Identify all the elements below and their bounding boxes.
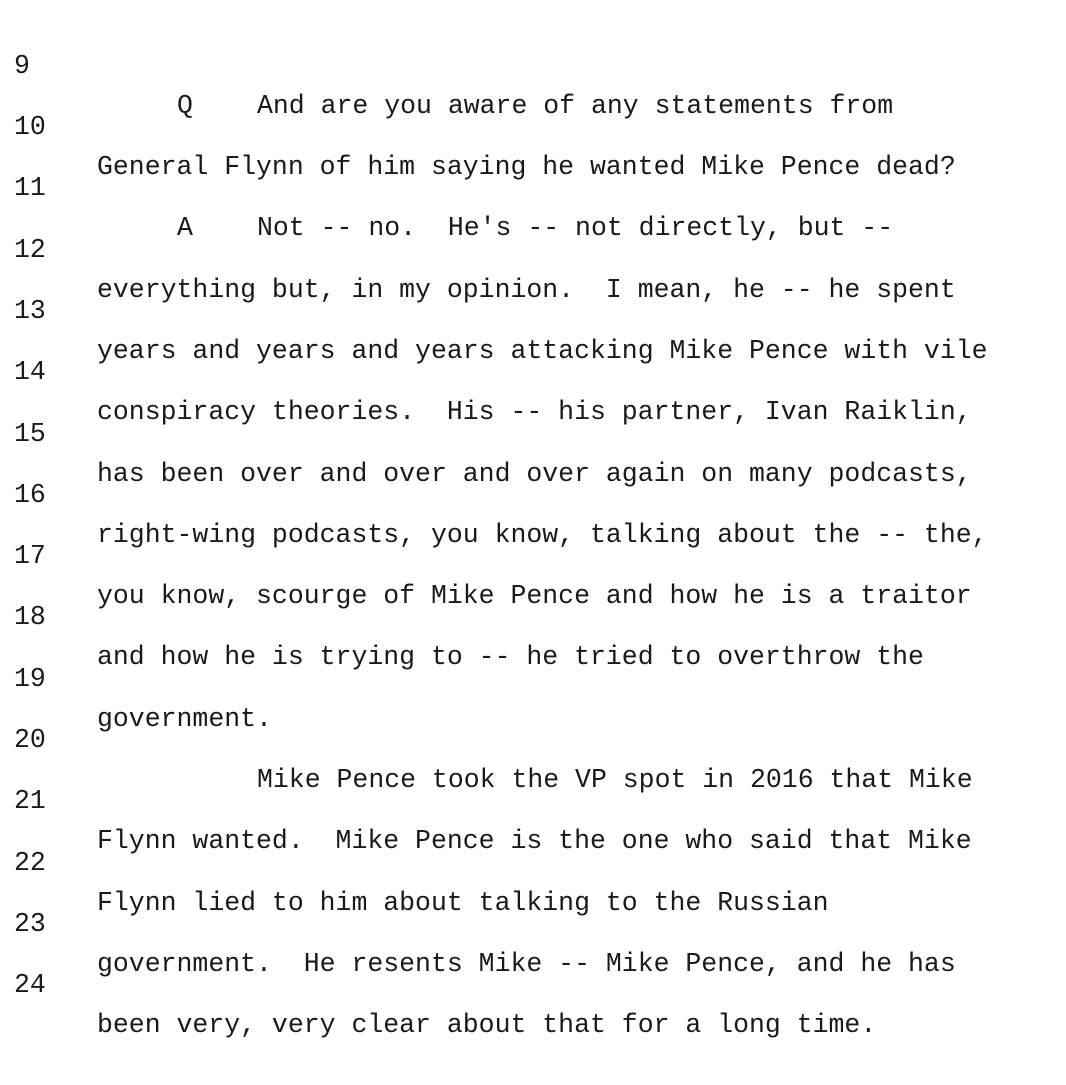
transcript-line <box>0 312 1066 427</box>
line-content: government. <box>97 704 272 734</box>
line-content: Mike Pence took the VP spot in 2016 that Mike <box>257 765 973 795</box>
line-number: 20 <box>14 725 46 755</box>
line-number: 19 <box>14 664 46 694</box>
line-content: right-wing podcasts, you know, talking about the -- the, <box>97 520 988 550</box>
transcript-line <box>0 680 1066 795</box>
line-number: 11 <box>14 173 46 203</box>
line-number: 15 <box>14 419 46 449</box>
line-number: 22 <box>14 848 46 878</box>
transcript-line <box>0 374 1066 489</box>
transcript-line <box>0 803 1066 918</box>
line-number: 23 <box>14 909 46 939</box>
line-content: Not -- no. He's -- not directly, but -- <box>257 213 894 243</box>
transcript-line <box>0 190 1066 305</box>
transcript-line <box>0 619 1066 734</box>
line-number: 14 <box>14 357 46 387</box>
line-content: Flynn lied to him about talking to the Russian <box>97 888 829 918</box>
line-content: has been over and over and over again on many podcasts, <box>97 459 972 489</box>
line-number: 9 <box>14 51 30 81</box>
line-number: 17 <box>14 541 46 571</box>
transcript-line <box>0 6 1066 121</box>
line-content: Flynn wanted. Mike Pence is the one who said that Mike <box>97 826 972 856</box>
speaker-label: Q <box>177 91 193 121</box>
transcript-line <box>0 557 1066 672</box>
line-content: you know, scourge of Mike Pence and how he is a traitor <box>97 581 972 611</box>
line-number: 24 <box>14 970 46 1000</box>
line-content: been very, very clear about that for a long time. <box>97 1010 877 1040</box>
transcript-line <box>0 435 1066 550</box>
transcript-line <box>0 741 1066 856</box>
line-content: everything but, in my opinion. I mean, he -- he spent <box>97 275 956 305</box>
transcript-line <box>0 496 1066 611</box>
speaker-label: A <box>177 213 193 243</box>
line-content: And are you aware of any statements from <box>257 91 894 121</box>
line-content: years and years and years attacking Mike Pence with vile <box>97 336 988 366</box>
line-content: government. He resents Mike -- Mike Pence, and he has <box>97 949 956 979</box>
transcript-line <box>0 251 1066 366</box>
line-number: 18 <box>14 602 46 632</box>
line-number: 10 <box>14 112 46 142</box>
line-number: 21 <box>14 786 46 816</box>
transcript-line <box>0 128 1066 243</box>
line-content: General Flynn of him saying he wanted Mike Pence dead? <box>97 152 956 182</box>
line-number: 13 <box>14 296 46 326</box>
transcript-line <box>0 925 1066 1040</box>
transcript-line <box>0 67 1066 182</box>
line-content: conspiracy theories. His -- his partner, Ivan Raiklin, <box>97 397 972 427</box>
transcript-line <box>0 864 1066 979</box>
line-number: 12 <box>14 235 46 265</box>
line-number: 16 <box>14 480 46 510</box>
line-content: and how he is trying to -- he tried to overthrow the <box>97 642 924 672</box>
